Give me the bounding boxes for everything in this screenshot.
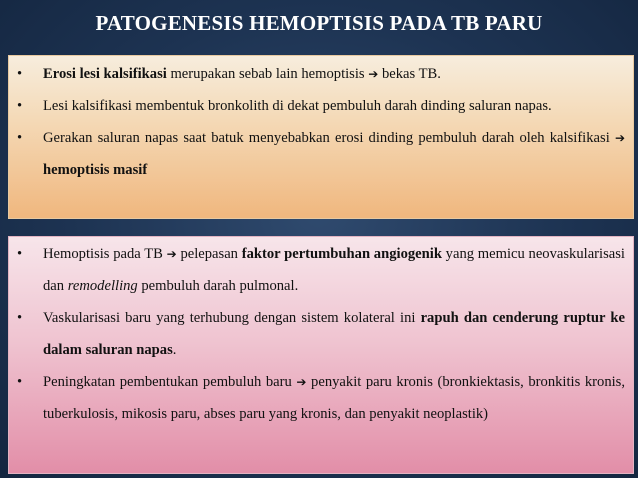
bullet-dot: •: [17, 374, 23, 390]
calcification-panel: [8, 55, 634, 219]
bullet-dot: •: [17, 66, 23, 82]
bullet-item-chronic-disease: [15, 366, 625, 430]
angiogenesis-bullet-list: [15, 238, 625, 430]
bullet-item-cough-erosion: [15, 122, 625, 186]
bullet-item-collateral: [15, 302, 625, 366]
bullet-text: bekas TB.: [378, 66, 441, 82]
bold-term: rapuh dan cenderung ruptur ke dalam saluran napas: [43, 310, 625, 358]
bullet-item-erosion: [15, 58, 625, 90]
bullet-text: Gerakan saluran napas saat batuk menyebabkan erosi dinding pembuluh darah oleh kalsifikasi: [43, 130, 615, 146]
bold-term: hemoptisis masif: [43, 162, 148, 178]
bullet-item-broncholith: [15, 90, 625, 122]
bullet-dot: •: [17, 98, 23, 114]
right-arrow-icon: ➔: [368, 67, 379, 81]
bullet-text: Vaskularisasi baru yang terhubung dengan sistem kolateral ini: [43, 310, 421, 326]
bullet-text: Peningkatan pembentukan pembuluh baru: [43, 374, 297, 390]
bullet-text: penyakit paru kronis (bronkiektasis, bronkitis kronis, tuberkulosis, mikosis paru, abses paru yang kronis, dan penyakit neoplastik): [43, 374, 625, 422]
slide-title: PATOGENESIS HEMOPTISIS PADA TB PARU: [95, 11, 543, 35]
bullet-dot: •: [17, 246, 23, 262]
bullet-text: Lesi kalsifikasi membentuk bronkolith di dekat pembuluh darah dinding saluran napas.: [43, 98, 552, 114]
bold-term: Erosi lesi kalsifikasi: [43, 66, 167, 82]
right-arrow-icon: ➔: [166, 247, 177, 261]
italic-term: remodelling: [67, 278, 138, 294]
calcification-bullet-list: [15, 58, 625, 186]
bullet-dot: •: [17, 130, 23, 146]
bullet-text: yang memicu neovaskularisasi dan: [43, 246, 625, 294]
bullet-text: .: [172, 342, 177, 358]
right-arrow-icon: ➔: [296, 375, 307, 389]
bullet-text: pelepasan: [176, 246, 242, 262]
bullet-text: Hemoptisis pada TB: [43, 246, 167, 262]
bullet-dot: •: [17, 310, 23, 326]
bold-term: faktor pertumbuhan angiogenik: [241, 246, 442, 262]
bullet-text: pembuluh darah pulmonal.: [137, 278, 299, 294]
right-arrow-icon: ➔: [614, 131, 625, 145]
angiogenesis-panel: [8, 236, 634, 474]
bullet-text: merupakan sebab lain hemoptisis: [166, 66, 369, 82]
bullet-item-angiogenic: [15, 238, 625, 302]
